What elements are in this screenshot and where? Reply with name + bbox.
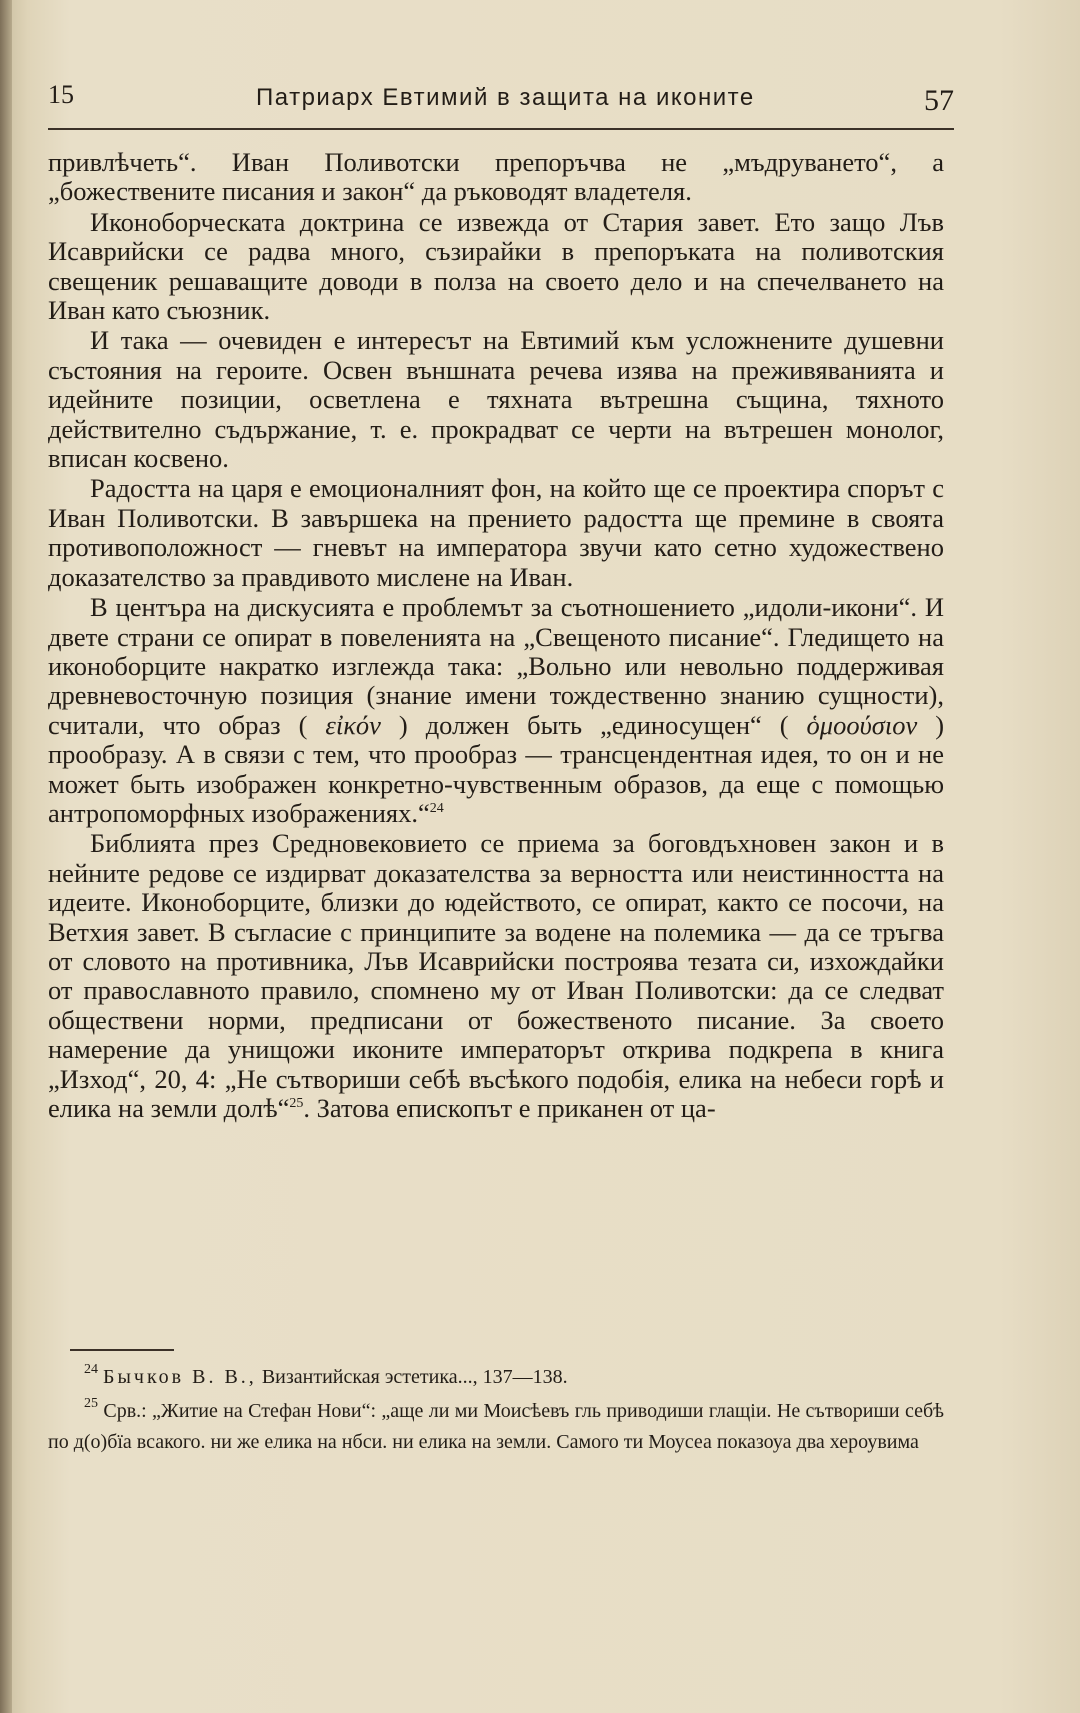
paragraph: привлѣчеть“. Иван Поливотски препоръчва не „мъдруването“, а „божествените писания и закон“ да ръководят владетеля. xyxy=(48,147,944,207)
footnote-text: Срв.: „Житие на Стефан Нови“: „аще ли ми Моисѣевъ гль приводиши глащіи. Не сътвориши себѣ по д(о)бїа всакого. ни же елика на нбси. ни елика на земли. Самого ти Моусеа показоуа два хероувима xyxy=(48,1400,945,1453)
header-rule xyxy=(48,128,954,130)
greek-term: εἰκόν xyxy=(325,709,381,740)
footnote-ref[interactable]: 25 xyxy=(289,1096,304,1111)
footnote-author: Бычков В. В., xyxy=(103,1366,257,1388)
running-title: Патриарх Евтимий в защита на иконите xyxy=(256,84,755,111)
footnote-number: 24 xyxy=(84,1362,98,1377)
text-run: Библията през Средновековието се приема за боговдъхновен закон и в нейните редове се издирват доказателства за верността или неистинността на идеите. Иконоборците, близки до юдейството, се опират, както се посочи, на Ветхия завет. В съгласие с принципите за водене на полемика — да се тръгва от словото на противника, Лъв Исаврийски построява тезата си, изхождайки от православното правило, спомнено му от Иван Поливотски: да се следват обществени норми, предписани от божественото писание. За своето намерение да унищожи иконите императорът открива подкрепа в книга „Изход“, 20, 4: „Не сътвориши себѣ въсѣкого подобія, елика на небеси горѣ и елика на земли долѣ“ xyxy=(48,828,944,1123)
page-number-left: 15 xyxy=(48,80,74,109)
page-header xyxy=(48,80,954,120)
paragraph: Иконоборческата доктрина се извежда от Стария завет. Ето защо Лъв Исаврийски се радва много, съзирайки в препоръката на поливотския свещеник решаващите доводи в полза на своето дело и на спечелването на Иван като съюзник. xyxy=(48,206,944,326)
paragraph: Радостта на царя е емоционалният фон, на който ще се проектира спорът с Иван Поливотски. В завършека на прението радостта ще премине в своята противоположност — гневът на императора звучи като сетно художествено доказателство за правдивото мислене на Иван. xyxy=(48,473,944,592)
paragraph xyxy=(48,829,944,1123)
footnote xyxy=(48,1362,944,1393)
footnotes xyxy=(48,1362,944,1461)
paragraph: И така — очевиден е интересът на Евтимий към усложнените душевни състояния на героите. Освен външната речева изява на преживяванията и идейните позиции, осветлена е тяхната вътрешна същина, тяхното действително съдържание, т. е. прокрадват се черти на вътрешен монолог, вписан косвено. xyxy=(48,325,944,474)
footnote-number: 25 xyxy=(84,1396,98,1411)
greek-term: ὁμοούσιον xyxy=(806,709,918,740)
footnote-rule xyxy=(70,1349,174,1351)
footnote-text: Византийская эстетика..., 137—138. xyxy=(261,1366,568,1388)
book-spine-shadow xyxy=(0,0,12,1713)
footnote-ref[interactable]: 24 xyxy=(429,800,444,816)
text-run: В центъра на дискусията е проблемът за съотношението „идоли-икони“. И двете страни се опират в повеленията на „Свещеното писание“. Гледището на иконоборците накратко изглежда така: „Вольно или невольно поддерживая древневосточную позиция (знание имени тождественно знанию сущности), считали, что образ ( xyxy=(48,592,944,740)
text-run: . Затова епископът е приканен от ца- xyxy=(303,1093,716,1123)
page-number: 57 xyxy=(924,84,954,117)
main-text xyxy=(48,148,944,1123)
text-run: ) прообразу. А в связи с тем, что прообраз — трансцендентная идея, то он и не может быть изображен конкретно-чувственным образов, да еще с помощью антропоморфных изображениях.“ xyxy=(48,709,945,828)
footnote xyxy=(48,1396,944,1458)
text-run: ) должен быть „единосущен“ ( xyxy=(398,709,789,740)
paragraph xyxy=(48,593,944,828)
